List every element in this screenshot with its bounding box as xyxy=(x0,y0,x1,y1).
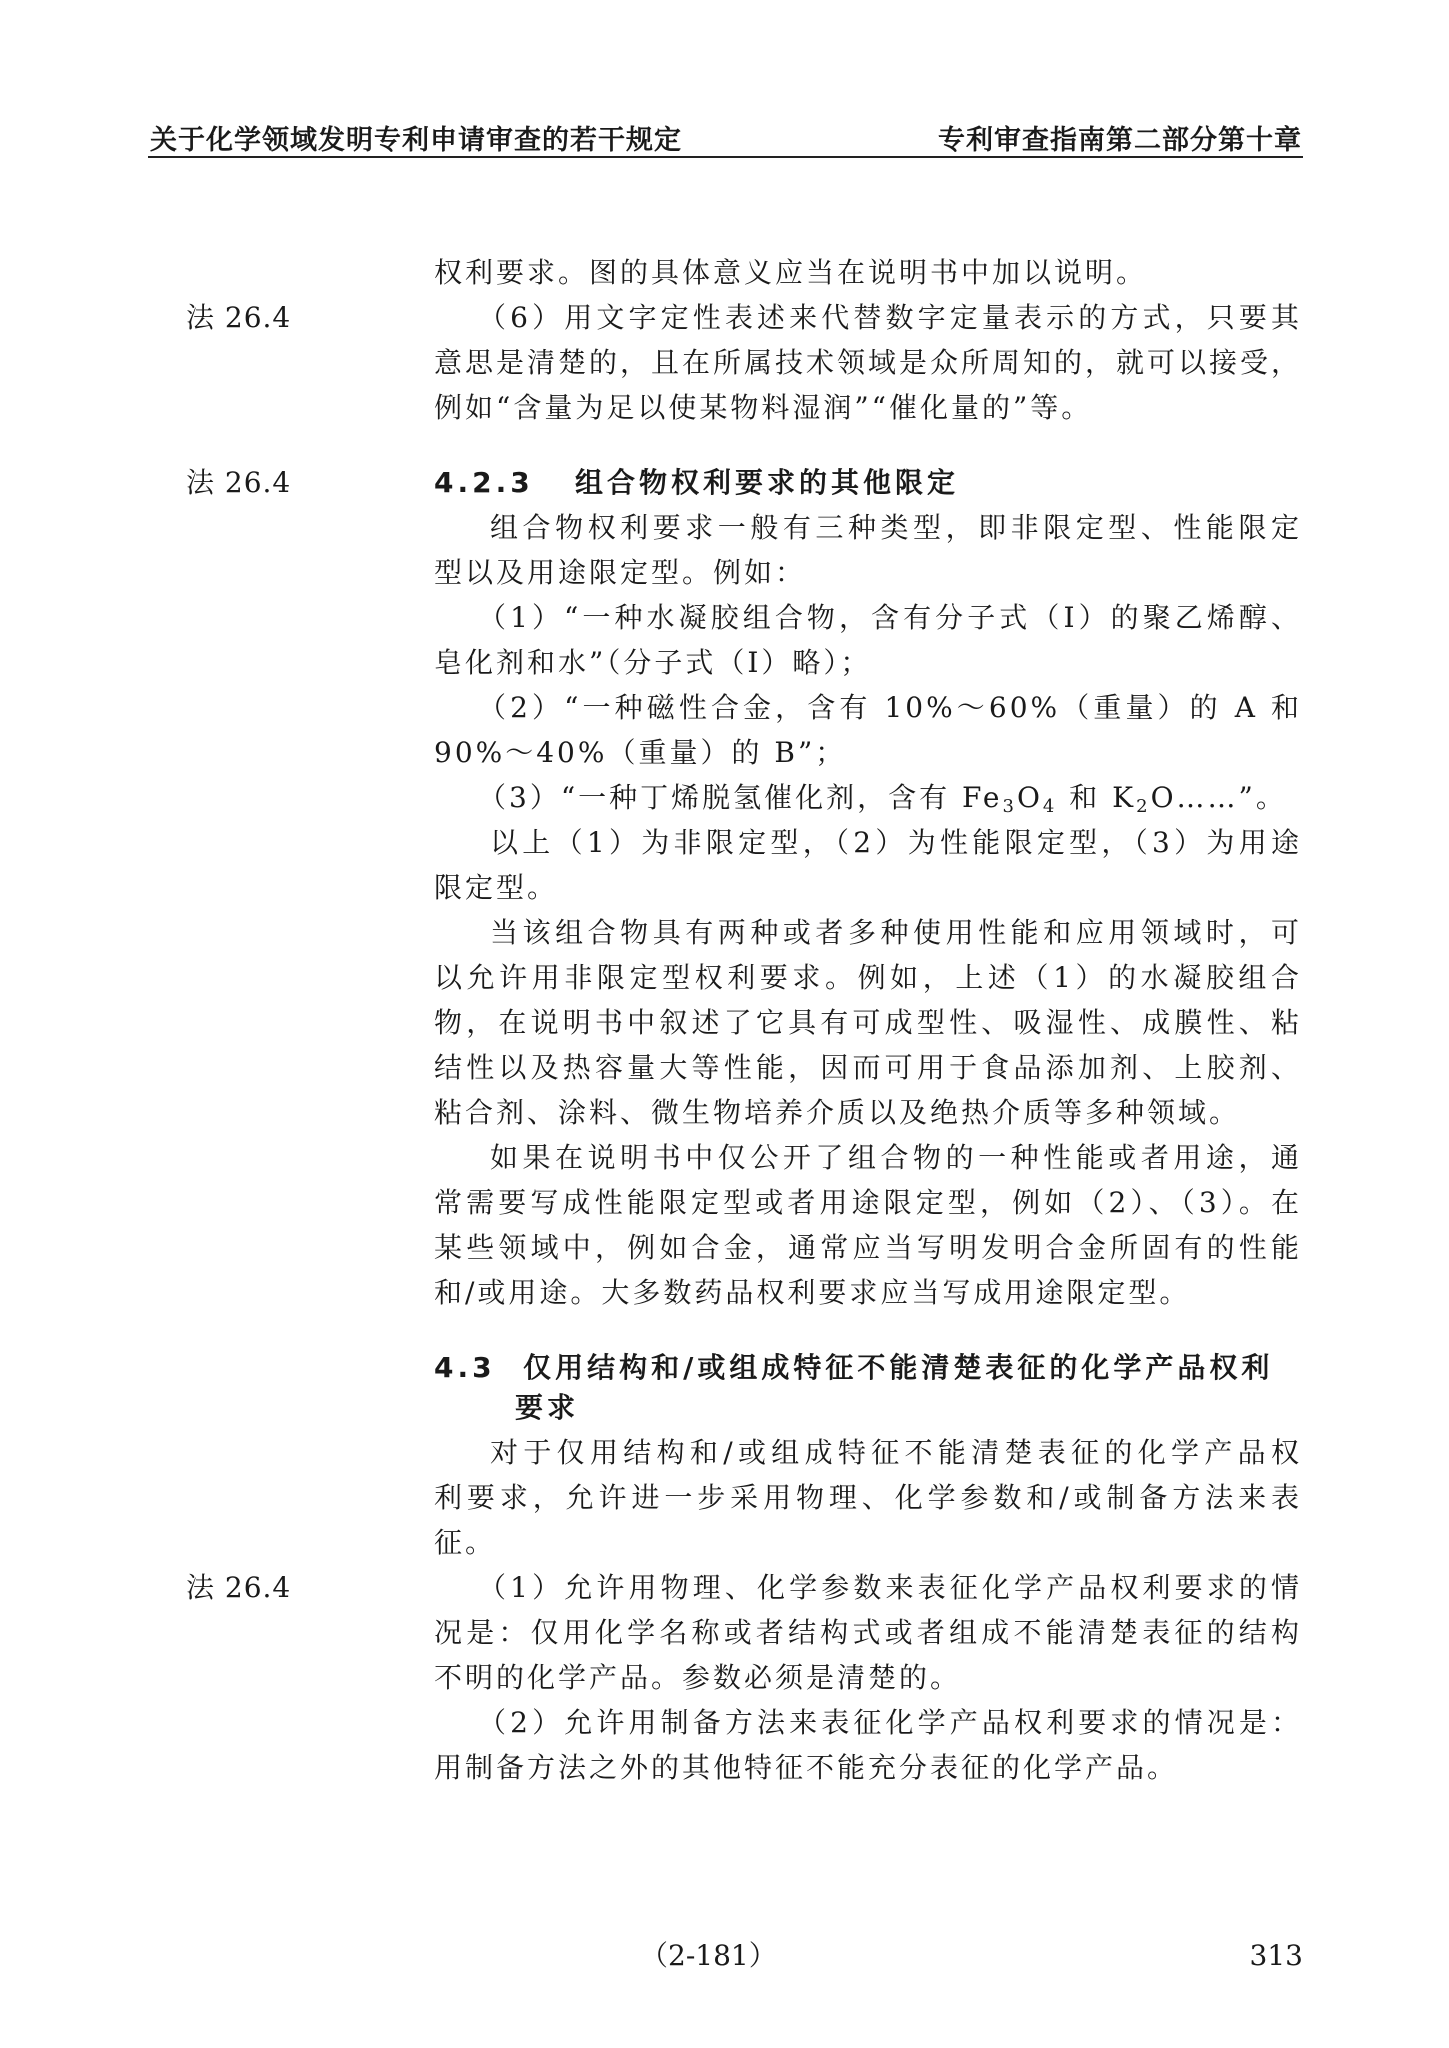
body-line: 皂化剂和水”（分子式（Ⅰ）略）； xyxy=(434,646,872,679)
text: O xyxy=(1016,781,1043,814)
body-line: 常需要写成性能限定型或者用途限定型，例如（2）、（3）。在 xyxy=(434,1186,1302,1219)
section-title: 组合物权利要求的其他限定 xyxy=(574,466,959,499)
body-line: 对于仅用结构和/或组成特征不能清楚表征的化学产品权 xyxy=(490,1436,1302,1469)
body-line: 不明的化学产品。参数必须是清楚的。 xyxy=(434,1661,962,1694)
header-divider xyxy=(148,156,1303,158)
body-line: 以允许用非限定型权利要求。例如，上述（1）的水凝胶组合 xyxy=(434,961,1302,994)
body-line: 某些领域中，例如合金，通常应当写明发明合金所固有的性能 xyxy=(434,1231,1302,1264)
body-line: 和/或用途。大多数药品权利要求应当写成用途限定型。 xyxy=(434,1276,1191,1309)
section-number: 4.2.3 xyxy=(434,466,534,499)
body-line: 结性以及热容量大等性能，因而可用于食品添加剂、上胶剂、 xyxy=(434,1051,1302,1084)
body-line: 征。 xyxy=(434,1526,497,1559)
body-line: 利要求，允许进一步采用物理、化学参数和/或制备方法来表 xyxy=(434,1481,1302,1514)
subscript: 4 xyxy=(1042,796,1058,817)
body-line: 况是：仅用化学名称或者结构式或者组成不能清楚表征的结构 xyxy=(434,1616,1302,1649)
body-line: （2）“一种磁性合金，含有 10%～60%（重量）的 A 和 xyxy=(478,691,1302,724)
body-line: （2）允许用制备方法来表征化学产品权利要求的情况是： xyxy=(478,1706,1302,1739)
running-header-left: 关于化学领域发明专利申请审查的若干规定 xyxy=(150,125,682,156)
body-line: 意思是清楚的，且在所属技术领域是众所周知的，就可以接受， xyxy=(434,346,1302,379)
text: 和 K xyxy=(1057,781,1137,814)
footer-section-page: （2-181） xyxy=(640,1939,777,1972)
running-header-right: 专利审查指南第二部分第十章 xyxy=(938,125,1302,156)
body-line: 权利要求。图的具体意义应当在说明书中加以说明。 xyxy=(434,256,1148,289)
body-line: 用制备方法之外的其他特征不能充分表征的化学产品。 xyxy=(434,1751,1179,1784)
subscript: 2 xyxy=(1136,796,1151,817)
margin-law-reference: 法 26.4 xyxy=(186,301,292,334)
body-line: 组合物权利要求一般有三种类型，即非限定型、性能限定 xyxy=(490,511,1302,544)
body-line: 限定型。 xyxy=(434,871,559,904)
section-heading-4-2-3 xyxy=(434,464,959,502)
body-line: 粘合剂、涂料、微生物培养介质以及绝热介质等多种领域。 xyxy=(434,1096,1241,1129)
body-line-formula xyxy=(478,779,1302,817)
body-line: （6）用文字定性表述来代替数字定量表示的方式，只要其 xyxy=(478,301,1302,334)
section-title-continued: 要求 xyxy=(515,1391,580,1424)
page-number: 313 xyxy=(1249,1939,1303,1972)
body-line: 例如“含量为足以使某物料湿润”“催化量的”等。 xyxy=(434,391,1093,424)
body-line: 90%～40%（重量）的 B”； xyxy=(434,736,847,769)
body-line: 以上（1）为非限定型，（2）为性能限定型，（3）为用途 xyxy=(490,826,1302,859)
text: （3）“一种丁烯脱氢催化剂，含有 Fe xyxy=(478,781,1003,814)
section-title: 仅用结构和/或组成特征不能清楚表征的化学产品权利 xyxy=(523,1351,1274,1384)
body-line: 物，在说明书中叙述了它具有可成型性、吸湿性、成膜性、粘 xyxy=(434,1006,1302,1039)
body-line: 如果在说明书中仅公开了组合物的一种性能或者用途，通 xyxy=(490,1141,1302,1174)
text: O……”。 xyxy=(1150,781,1287,814)
margin-law-reference: 法 26.4 xyxy=(186,466,292,499)
section-number: 4.3 xyxy=(434,1351,496,1384)
subscript: 3 xyxy=(1002,796,1017,817)
body-line: （1）允许用物理、化学参数来表征化学产品权利要求的情 xyxy=(478,1571,1302,1604)
body-line: 型以及用途限定型。例如： xyxy=(434,556,807,589)
margin-law-reference: 法 26.4 xyxy=(186,1571,292,1604)
section-heading-4-3 xyxy=(434,1349,1273,1387)
body-line: （1）“一种水凝胶组合物，含有分子式（Ⅰ）的聚乙烯醇、 xyxy=(478,601,1302,634)
body-line: 当该组合物具有两种或者多种使用性能和应用领域时，可 xyxy=(490,916,1302,949)
